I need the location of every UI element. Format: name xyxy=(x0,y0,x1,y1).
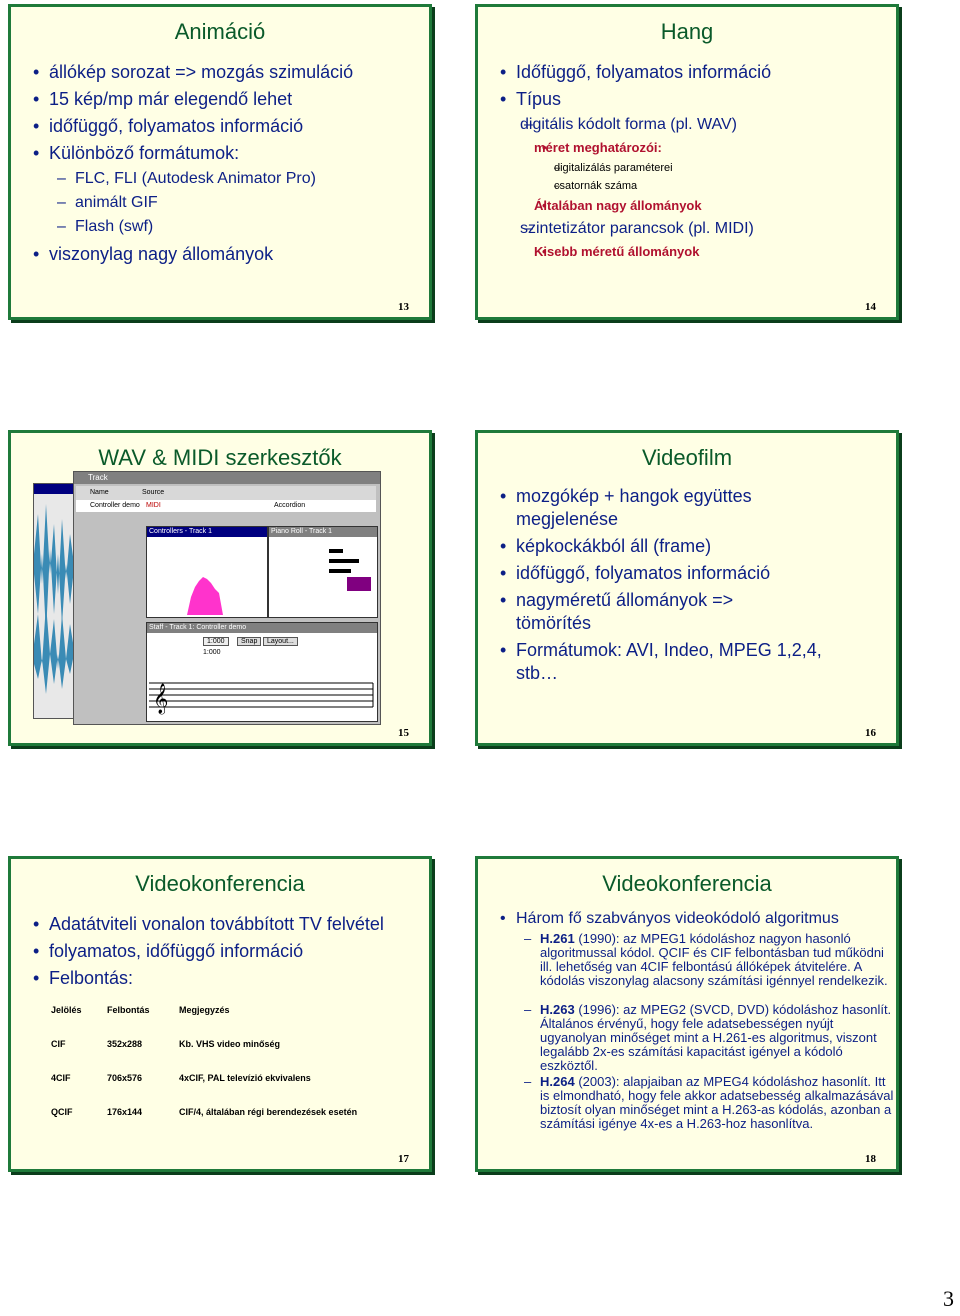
bullet: • Felbontás: xyxy=(31,965,431,992)
codec-text: (2003): alapjaiban az MPEG4 kódoláshoz hasonlít. Itt is elmondható, hogy fele akkor adatsebesség alkalmazásával biztosít olyan minőséget mint a H.263-as kódolás, azonban a számítási igénye 4x-es a H.263-hoz hasonlítva. xyxy=(540,1074,894,1131)
codec-h264: – H.264 (2003): alapjaiban az MPEG4 kódoláshoz hasonlít. Itt is elmondható, hogy fele akkor adatsebesség alkalmazásával biztosít olyan minőséget mint a H.263-as kódolás, azonban a számítási igénye 4x-es a H.263-hoz hasonlítva. xyxy=(524,1074,894,1131)
time-field-2: 1:000 xyxy=(203,649,221,656)
slide-title: Videokonferencia xyxy=(602,871,772,896)
bullet: • időfüggő, folyamatos információ xyxy=(498,562,878,585)
slide-14 xyxy=(475,4,899,320)
slide-title: Videokonferencia xyxy=(135,871,305,896)
track-row-instrument: Accordion xyxy=(274,502,306,509)
bullet: • állókép sorozat => mozgás szimuláció xyxy=(31,59,431,86)
sub-bullet: – szintetizátor parancsok (pl. MIDI) xyxy=(498,217,898,241)
sub-sub-bullet: • méret meghatározói: xyxy=(498,137,898,159)
bullet: • folyamatos, időfüggő információ xyxy=(31,938,431,965)
table-cell: 4xCIF, PAL televízió ekvivalens xyxy=(179,1073,311,1083)
bullet: • Formátumok: AVI, Indeo, MPEG 1,2,4, stb… xyxy=(498,639,846,685)
bullet: • nagyméretű állományok => tömörítés xyxy=(498,589,736,635)
controller-graph xyxy=(147,537,265,615)
header-cell: Jelölés xyxy=(51,1005,82,1015)
table-cell: 176x144 xyxy=(107,1107,143,1117)
codec-h263: – H.263 (1996): az MPEG2 (SVCD, DVD) kódoláshoz hasonlít. Általános érvényű, hogy fele adatsebességen nyújt ugyanolyan minőséget mint a H.261-es algoritmus, viszont legalább 2x-es számítási kapacitást igényel a kódoló eszköztől. xyxy=(524,1002,892,1073)
slide-number: 18 xyxy=(865,1153,876,1165)
slide-17 xyxy=(8,856,432,1172)
bullet: • Időfüggő, folyamatos információ xyxy=(498,59,898,86)
table-cell: CIF xyxy=(51,1039,66,1049)
bullet: • Adatátviteli vonalon továbbított TV felvétel xyxy=(31,911,431,938)
sub-bullet: – Flash (swf) xyxy=(31,215,431,239)
table-cell: Kb. VHS video minőség xyxy=(179,1039,281,1049)
slide-number: 14 xyxy=(865,301,876,313)
bullet: • időfüggő, folyamatos információ xyxy=(31,113,431,140)
header-cell: Megjegyzés xyxy=(179,1005,230,1015)
sub-bullet: – digitális kódolt forma (pl. WAV) xyxy=(498,113,898,137)
column-name: Name xyxy=(90,489,109,496)
detail-item: – digitalizálás paraméterei xyxy=(498,159,898,177)
slide-number: 16 xyxy=(865,727,876,739)
slide-title: WAV & MIDI szerkesztők xyxy=(98,445,342,470)
slide-title: Hang xyxy=(660,19,714,44)
codec-name: H.261 xyxy=(540,931,575,946)
table-cell: 4CIF xyxy=(51,1073,71,1083)
resolution-table xyxy=(51,1005,411,1135)
time-field[interactable]: 1:000 xyxy=(203,637,229,646)
bullet: • Típus xyxy=(498,86,898,113)
bullet: • mozgókép + hangok együttes megjelenése xyxy=(498,485,776,531)
slide-16 xyxy=(475,430,899,746)
table-cell: 706x576 xyxy=(107,1073,143,1083)
bullet: • 15 kép/mp már elegendő lehet xyxy=(31,86,431,113)
slide-15 xyxy=(8,430,432,746)
header-cell: Felbontás xyxy=(107,1005,150,1015)
sub-bullet: – FLC, FLI (Autodesk Animator Pro) xyxy=(31,167,431,191)
track-row-midi: MIDI xyxy=(146,502,161,509)
intro-bullet: • Három fő szabványos videokódoló algoritmus xyxy=(500,910,839,927)
controllers-window-title: Controllers - Track 1 xyxy=(147,527,267,537)
bullet: • Különböző formátumok: xyxy=(31,140,431,167)
codec-text: (1996): az MPEG2 (SVCD, DVD) kódoláshoz hasonlít. Általános érvényű, hogy fele adatsebességen nyújt ugyanolyan minőséget mint a H.261-es algoritmus, viszont legalább 2x-es számítási kapacitást igényel a kódoló eszköztől. xyxy=(540,1002,892,1073)
staff-window-title: Staff - Track 1: Controller demo xyxy=(147,623,377,633)
slide-18 xyxy=(475,856,899,1172)
intro-text: Három fő szabványos videokódoló algoritmus xyxy=(516,910,839,927)
bullet: • viszonylag nagy állományok xyxy=(31,241,431,268)
table-cell: CIF/4, általában régi berendezések esetén xyxy=(179,1107,358,1117)
detail-item: – csatornák száma xyxy=(498,177,898,195)
slide-title: Videofilm xyxy=(641,445,733,470)
snap-button[interactable]: Snap xyxy=(237,637,261,646)
music-staff xyxy=(147,677,375,717)
page-number: 3 xyxy=(943,1286,954,1311)
codec-name: H.264 xyxy=(540,1074,575,1089)
slide-number: 15 xyxy=(398,727,409,739)
table-cell: 352x288 xyxy=(107,1039,143,1049)
sub-sub-bullet: • Kisebb méretű állományok xyxy=(498,241,898,263)
slide-title: Animáció xyxy=(174,19,266,44)
midi-editor-screenshot xyxy=(73,471,381,725)
codec-text: (1990): az MPEG1 kódoláshoz nagyon hasonló algoritmussal kódol. QCIF és CIF felbontásban tud működni ill. lehetőség van 4CIF felbontású állóképek átvitelére. A kódolás viszonylag alacsony számítási igénnyel rendelkezik. xyxy=(540,931,888,988)
column-source: Source xyxy=(142,489,165,496)
slide-13 xyxy=(8,4,432,320)
codec-h261: – H.261 (1990): az MPEG1 kódoláshoz nagyon hasonló algoritmussal kódol. QCIF és CIF felbontásban tud működni ill. lehetőség van 4CIF felbontású állóképek átvitelére. A kódolás viszonylag alacsony számítási igénnyel rendelkezik. xyxy=(524,931,888,988)
treble-clef-icon: 𝄞 xyxy=(153,684,169,714)
bullet: • képkockákból áll (frame) xyxy=(498,535,878,558)
codec-name: H.263 xyxy=(540,1002,575,1017)
slide-number: 13 xyxy=(398,301,409,313)
table-cell: QCIF xyxy=(51,1107,73,1117)
sub-bullet: – animált GIF xyxy=(31,191,431,215)
piano-roll-window-title: Piano Roll - Track 1 xyxy=(269,527,377,537)
sub-sub-bullet: • Általában nagy állományok xyxy=(498,195,898,217)
track-window-title: Track xyxy=(74,472,380,484)
slide-number: 17 xyxy=(398,1153,409,1165)
track-row-name: Controller demo xyxy=(90,502,140,509)
layout-button[interactable]: Layout... xyxy=(263,637,298,646)
